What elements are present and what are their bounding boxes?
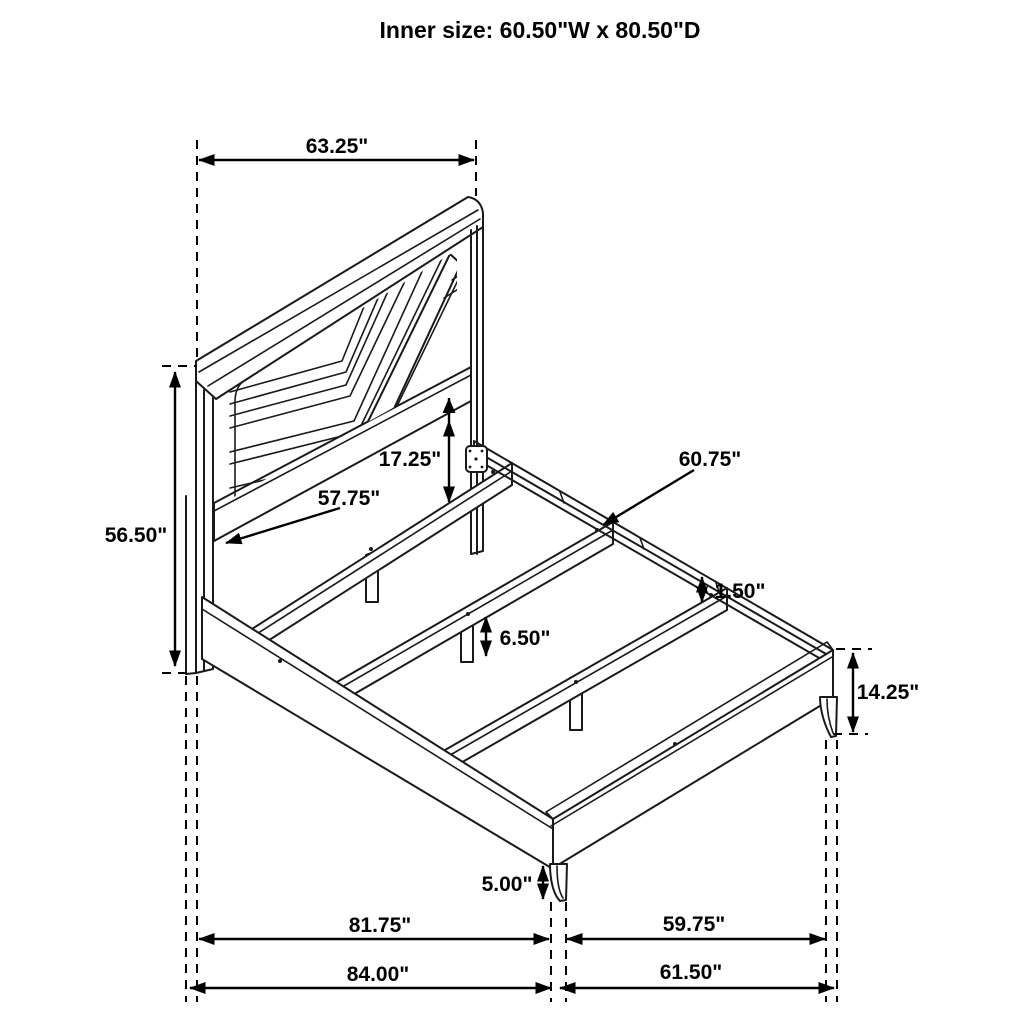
dimension-callouts (105, 135, 920, 988)
dim-label-slat-length: 60.75" (678, 448, 742, 471)
dim-label-foot-leg-height: 5.00" (481, 873, 533, 896)
dim-label-foot-end-height: 14.25" (856, 681, 920, 704)
mounting-bracket (466, 446, 487, 472)
dim-label-foot-span-width: 59.75" (662, 913, 726, 936)
dim-foot-leg-height (482, 866, 543, 899)
page-title: Inner size: 60.50"W x 80.50"D (379, 17, 701, 43)
dim-label-headboard-height: 56.50" (104, 524, 168, 547)
dim-label-center-leg-height: 6.50" (499, 627, 551, 650)
dim-foot-end-height (853, 653, 919, 732)
dim-headboard-height (105, 372, 175, 666)
dim-label-panel-to-slat: 17.25" (378, 448, 442, 471)
dim-center-leg-height (486, 617, 550, 656)
dim-headboard-width (199, 135, 474, 160)
dim-label-overall-depth: 84.00" (346, 963, 410, 986)
dim-overall-depth (190, 963, 551, 988)
dim-label-side-rail-length: 57.75" (317, 487, 381, 510)
dim-label-headboard-width: 63.25" (305, 135, 369, 158)
dim-foot-span-width (567, 913, 825, 939)
headboard (186, 178, 483, 674)
dim-label-overall-width: 61.50" (659, 961, 723, 984)
dim-label-slat-thickness: 1.50" (714, 580, 766, 603)
dim-overall-width (560, 961, 834, 988)
dim-rail-span-depth (199, 914, 549, 939)
dim-label-rail-span-depth: 81.75" (348, 914, 412, 937)
dim-slat-length (603, 448, 741, 525)
